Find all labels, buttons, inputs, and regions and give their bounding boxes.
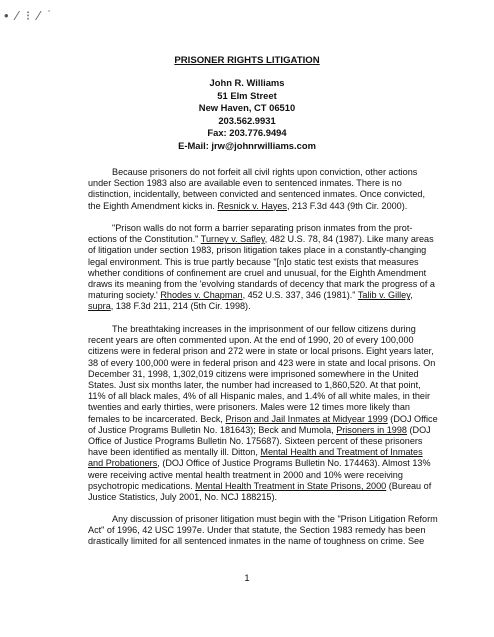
text-line: December 31, 1998, 1,302,019 citizens were imprisoned somewhere in the United <box>88 368 419 379</box>
text-line: of litigation under section 1983, prison litigation takes place in a constantly-changing <box>88 245 427 256</box>
text-line: draws its meaning from the 'evolving standards of decency that mark the progress of a <box>88 279 435 290</box>
phone-number: 203.562.9931 <box>218 114 276 126</box>
paragraph-2 <box>88 223 440 313</box>
letterhead <box>0 77 494 153</box>
scan-artifact: • ∕ ⁝ ∕ ˙ <box>4 8 54 23</box>
text-line: and Probationers, (DOJ Office of Justice Programs Bulletin No. 174463). Almost 13% <box>88 458 431 469</box>
text-line: psychotropic medications. Mental Health Treatment in State Prisons, 2000 (Bureau of <box>88 480 432 491</box>
page-number: 1 <box>244 572 250 583</box>
report-citation: Prison and Jail Inmates at Midyear 1999 <box>225 413 388 424</box>
text-line: "Prison walls do not form a barrier separating prison inmates from the prot- <box>112 223 413 233</box>
text-line: maturing society.' Rhodes v. Chapman, 452 U.S. 337, 346 (1981)." Talib v. Gilley, <box>88 290 413 301</box>
text-line: twenties and early thirties, were prisoners. Males were 12 times more likely than <box>88 402 410 413</box>
text-line: States. Just six months later, the number had increased to 1,860,520. At that point, <box>88 380 421 391</box>
text-line: citizens were in federal prison and 272 were in state or local prisons. Eight years later, <box>88 346 434 357</box>
text-line: 11% of all black males, 4% of all Hispanic males, and 1.4% of all white males, in their <box>88 391 431 402</box>
text-line: have been identified as mentally ill. Ditton, Mental Health and Treatment of Inmates <box>88 447 423 458</box>
paragraph-4 <box>88 514 440 548</box>
street-address: 51 Elm Street <box>217 89 277 101</box>
text-line: whether conditions of confinement are cruel and unusual, for the Eighth Amendment <box>88 267 427 278</box>
text-line: Justice Statistics, July 2001, No. NCJ 188215). <box>88 492 278 503</box>
case-citation: supra <box>88 301 111 312</box>
text-line: the Eighth Amendment kicks in. Resnick v. Hayes, 213 F.3d 443 (9th Cir. 2000). <box>88 200 408 211</box>
text-line: recent years are often commented upon. At the end of 1990, 20 of every 100,000 <box>88 335 414 346</box>
text-line: 38 of every 100,000 were in federal prison and 423 were in state and local prisons. On <box>88 357 436 368</box>
case-citation: Rhodes v. Chapman <box>160 290 243 301</box>
case-citation: Turney v. Safley <box>200 234 265 245</box>
text-line: ections of the Constitution." Turney v. Safley, 482 U.S. 78, 84 (1987). Like many areas <box>88 234 434 245</box>
text-line: The breathtaking increases in the imprisonment of our fellow citizens during <box>112 324 416 334</box>
paragraph-3 <box>88 324 440 503</box>
fax-number: Fax: 203.776.9494 <box>207 127 287 139</box>
text-line: females to be incarcerated. Beck, Prison and Jail Inmates at Midyear 1999 (DOJ Office <box>88 413 438 424</box>
text-line: Because prisoners do not forfeit all civil rights upon conviction, other actions <box>112 167 418 177</box>
report-citation: Prisoners in 1998 <box>336 424 407 435</box>
page-title: PRISONER RIGHTS LITIGATION <box>174 55 320 66</box>
author-name: John R. Williams <box>209 77 285 88</box>
text-line: Office of Justice Programs Bulletin No. 175687). Sixteen percent of these prisoners <box>88 436 423 447</box>
case-citation: Resnick v. Hayes <box>217 200 287 211</box>
text-line: under Section 1983 also are available even to sentenced inmates. There is no <box>88 178 402 189</box>
city-state-zip: New Haven, CT 06510 <box>198 102 296 114</box>
text-line: were receiving active mental health treatment in 2000 and 10% were receiving <box>88 469 403 480</box>
text-line: distinction, incidentally, between convicted and sentenced inmates. Once convicted, <box>88 189 426 200</box>
text-line: supra, 138 F.3d 211, 214 (5th Cir. 1998). <box>88 301 251 312</box>
report-citation: Mental Health and Treatment of Inmates <box>260 447 423 458</box>
email-address: E-Mail: jrw@johnrwilliams.com <box>178 139 316 151</box>
report-citation: Mental Health Treatment in State Prisons, 2000 <box>195 480 387 491</box>
text-line: Act" of 1996, 42 USC 1997e. Under that statute, the Section 1983 remedy has been <box>88 525 426 536</box>
text-line: Any discussion of prisoner litigation must begin with the "Prison Litigation Reform <box>112 514 438 524</box>
report-citation: and Probationers <box>88 458 158 469</box>
case-citation: Talib v. Gilley <box>357 290 411 301</box>
paragraph-1 <box>88 167 440 212</box>
text-line: of Justice Programs Bulletin No. 181643); Beck and Mumola, Prisoners in 1998 (DOJ <box>88 424 431 435</box>
text-line: legal environment. This is true partly because "[n]o static test exists that measures <box>88 256 419 267</box>
text-line: drastically limited for all sentenced inmates in the name of toughness on crime. See <box>88 536 425 547</box>
